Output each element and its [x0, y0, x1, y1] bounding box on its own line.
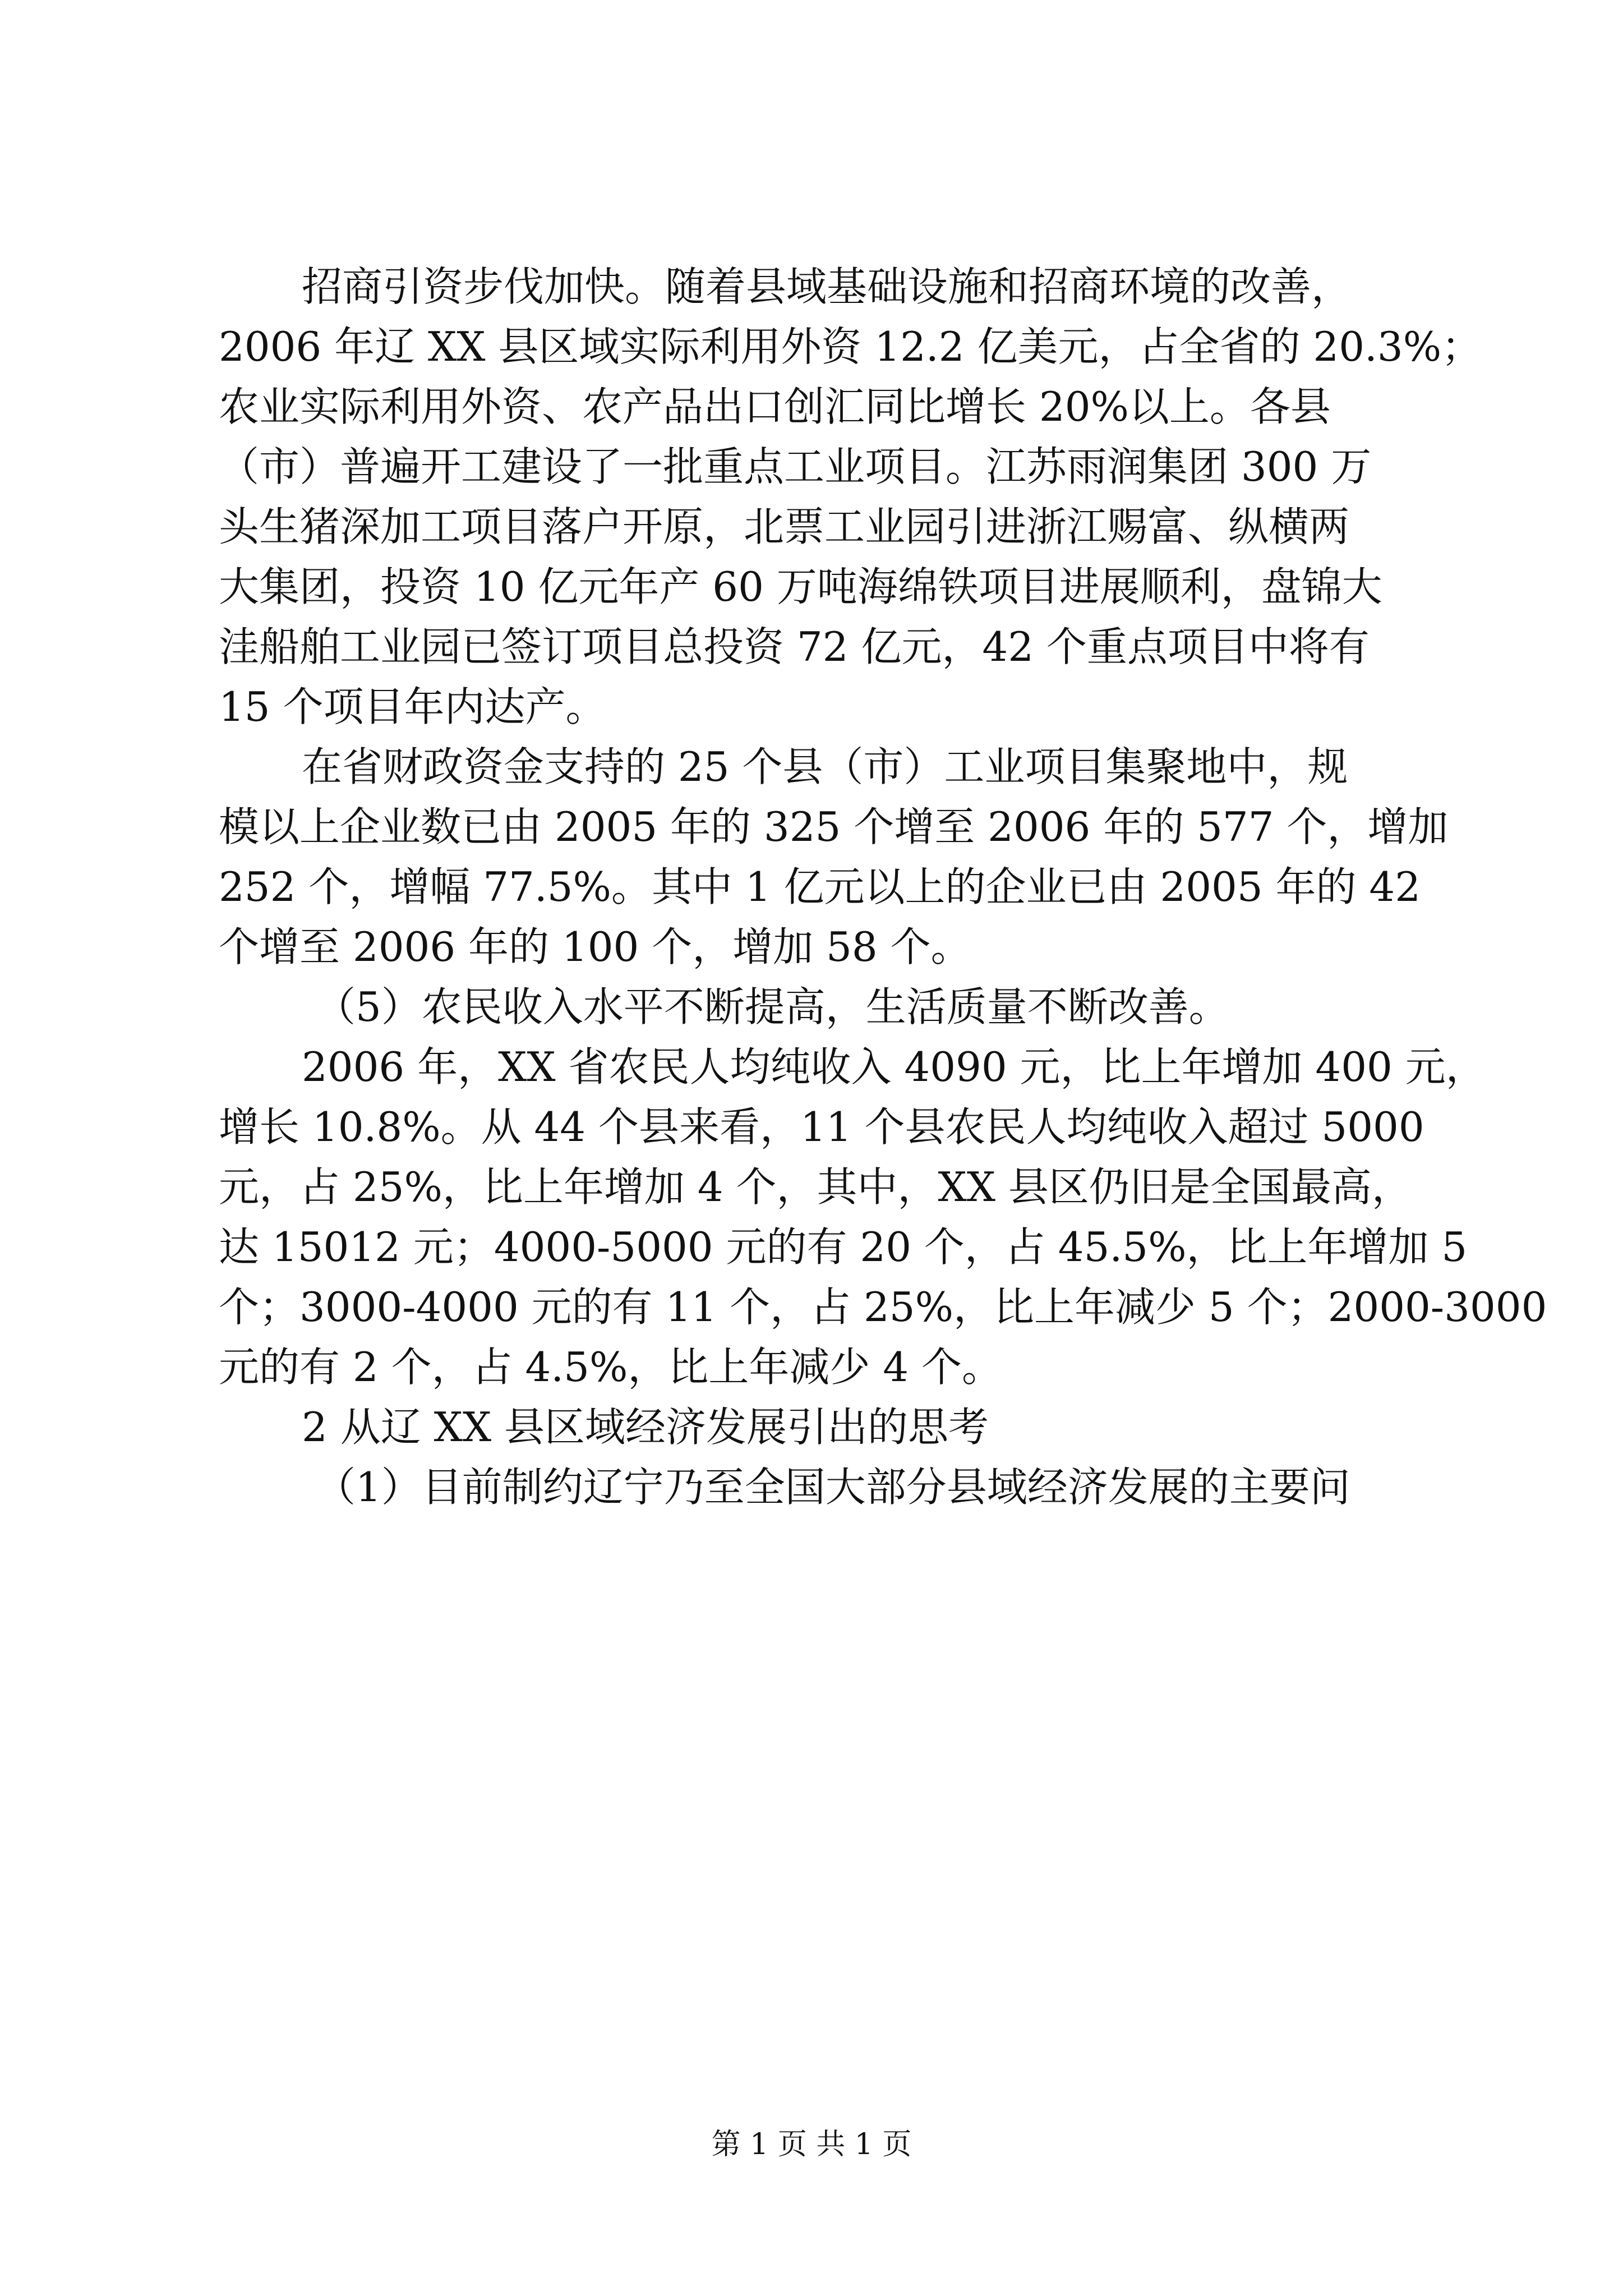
- paragraph-line: 个增至 2006 年的 100 个，增加 58 个。: [219, 923, 971, 970]
- section-heading: （1）目前制约辽宁乃至全国大部分县域经济发展的主要问: [315, 1464, 1350, 1511]
- paragraph-line: （市）普遍开工建设了一批重点工业项目。江苏雨润集团 300 万: [219, 443, 1372, 490]
- paragraph-line: 洼船舶工业园已签订项目总投资 72 亿元，42 个重点项目中将有: [219, 623, 1370, 670]
- body-text: [219, 257, 1547, 1517]
- paragraph-line: 2006 年辽 XX 县区域实际利用外资 12.2 亿美元，占全省的 20.3%；: [219, 323, 1482, 370]
- paragraph-line: 增长 10.8%。从 44 个县来看，11 个县农民人均纯收入超过 5000: [219, 1103, 1424, 1151]
- paragraph-line: 元的有 2 个，占 4.5%，比上年减少 4 个。: [219, 1343, 1002, 1391]
- paragraph-line: 招商引资步伐加快。随着县域基础设施和招商环境的改善，: [302, 263, 1352, 310]
- paragraph-line: 个；3000-4000 元的有 11 个，占 25%，比上年减少 5 个；2000-3000: [219, 1283, 1547, 1331]
- paragraph-line: 15 个项目年内达产。: [219, 683, 606, 730]
- paragraph-line: 大集团，投资 10 亿元年产 60 万吨海绵铁项目进展顺利，盘锦大: [219, 563, 1382, 610]
- section-heading: 2 从辽 XX 县区域经济发展引出的思考: [302, 1404, 989, 1451]
- paragraph-line: 元，占 25%，比上年增加 4 个，其中，XX 县区仍旧是全国最高，: [219, 1163, 1412, 1211]
- paragraph-line: 头生猪深加工项目落户开原，北票工业园引进浙江赐富、纵横两: [219, 503, 1350, 550]
- paragraph-line: 农业实际利用外资、农产品出口创汇同比增长 20%以上。各县: [219, 383, 1331, 430]
- paragraph-line: 达 15012 元；4000-5000 元的有 20 个，占 45.5%，比上年增加 5: [219, 1223, 1468, 1271]
- paragraph-line: 252 个，增幅 77.5%。其中 1 亿元以上的企业已由 2005 年的 42: [219, 863, 1421, 910]
- paragraph-line: 2006 年，XX 省农民人均纯收入 4090 元，比上年增加 400 元，: [302, 1043, 1486, 1091]
- page-footer: 第 1 页 共 1 页: [711, 2128, 912, 2161]
- paragraph-line: 模以上企业数已由 2005 年的 325 个增至 2006 年的 577 个，增加: [219, 803, 1449, 850]
- paragraph-line: 在省财政资金支持的 25 个县（市）工业项目集聚地中，规: [302, 743, 1348, 790]
- section-heading: （5）农民收入水平不断提高，生活质量不断改善。: [315, 983, 1229, 1030]
